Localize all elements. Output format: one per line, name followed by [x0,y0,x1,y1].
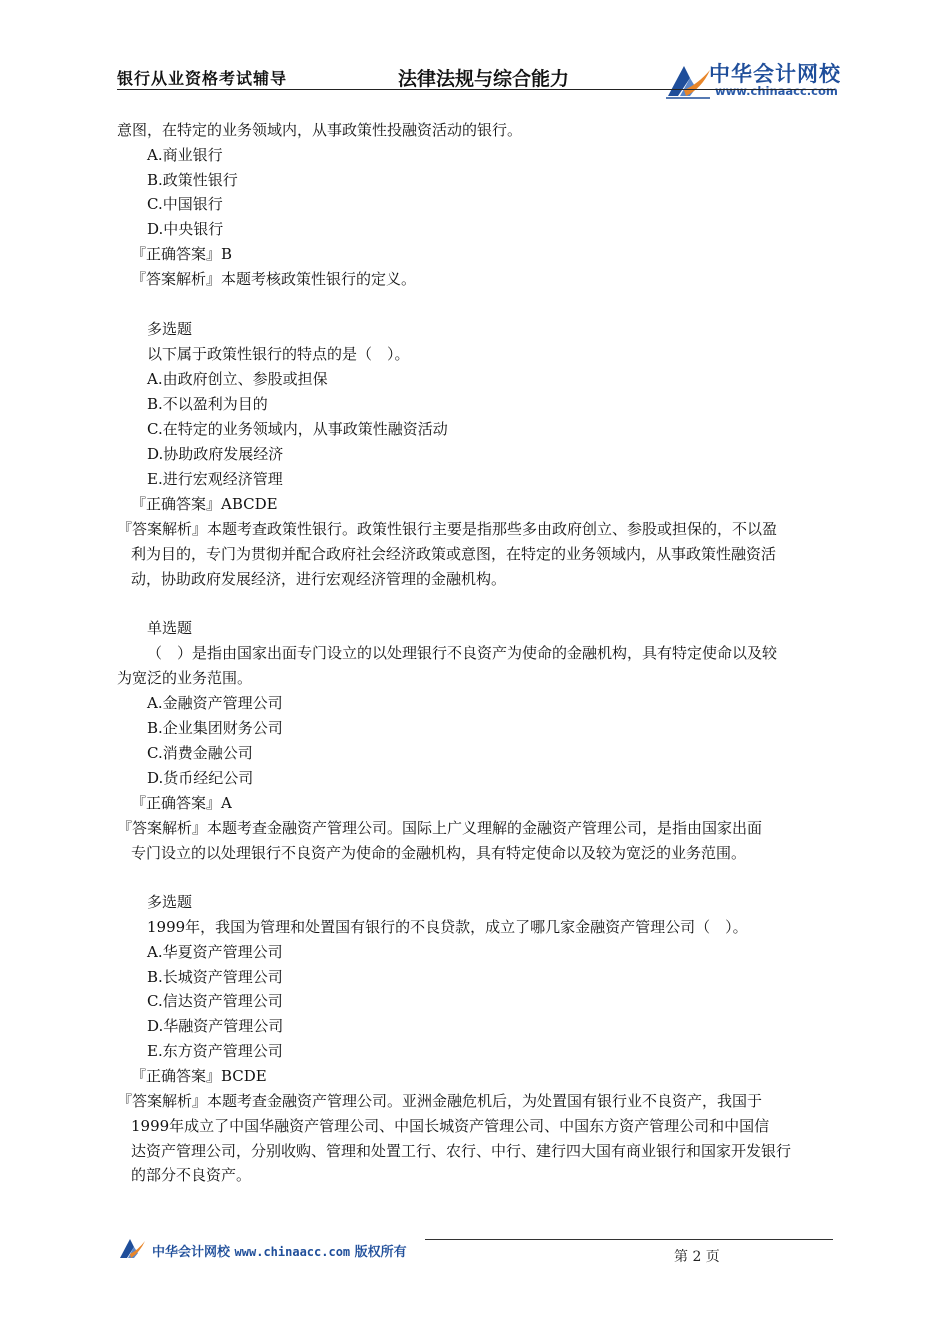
option-c: C.在特定的业务领域内，从事政策性融资活动 [147,420,448,438]
question-stem: （ ）是指由国家出面专门设立的以处理银行不良资产为使命的金融机构，具有特定使命以及较 [147,644,778,662]
option-e: E.进行宏观经济管理 [147,470,283,488]
correct-answer: 『正确答案』BCDE [131,1067,267,1085]
answer-explanation: 『答案解析』本题考查金融资产管理公司。亚洲金融危机后，为处置国有银行业不良资产，我国于 [117,1092,763,1110]
correct-answer: 『正确答案』A [131,794,232,812]
option-c: C.信达资产管理公司 [147,992,283,1010]
option-c: C.中国银行 [147,195,223,213]
answer-explanation-cont: 的部分不良资产。 [131,1166,252,1184]
option-d: D.货币经纪公司 [147,769,254,787]
brand-url: www.chinaacc.com [715,84,838,98]
footer-brand: 中华会计网校 [152,1245,231,1260]
answer-explanation-cont: 1999年成立了中国华融资产管理公司、中国长城资产管理公司、中国东方资产管理公司和中国信 [131,1117,770,1135]
brand-name: 中华会计网校 [709,62,841,86]
question-stem-cont: 为宽泛的业务范围。 [117,669,253,687]
correct-answer: 『正确答案』ABCDE [131,495,278,513]
footer-brand-mark-icon [118,1236,146,1260]
header-divider [117,89,835,90]
option-a: A.华夏资产管理公司 [147,943,283,961]
option-d: D.协助政府发展经济 [147,445,284,463]
option-b: B.政策性银行 [147,171,238,189]
question-type: 多选题 [147,893,193,911]
answer-explanation-cont: 利为目的，专门为贯彻并配合政府社会经济政策或意图，在特定的业务领域内，从事政策性融资活 [131,545,777,563]
brand-logo [660,56,840,100]
subject-title: 法律法规与综合能力 [398,68,570,90]
option-a: A.由政府创立、参股或担保 [147,370,328,388]
question-type: 多选题 [147,320,193,338]
option-d: D.中央银行 [147,220,224,238]
answer-explanation-cont: 专门设立的以处理银行不良资产为使命的金融机构，具有特定使命以及较为宽泛的业务范围。 [131,844,747,862]
option-c: C.消费金融公司 [147,744,253,762]
question-type: 单选题 [147,619,193,637]
option-b: B.不以盈利为目的 [147,395,268,413]
option-b: B.企业集团财务公司 [147,719,283,737]
answer-explanation-cont: 动，协助政府发展经济，进行宏观经济管理的金融机构。 [131,570,507,588]
footer-copyright [152,1241,407,1260]
footer-divider [425,1239,833,1240]
brand-mark-icon [664,60,712,100]
correct-answer: 『正确答案』B [131,245,233,263]
question-stem: 1999年，我国为管理和处置国有银行的不良贷款，成立了哪几家金融资产管理公司（ ）。 [147,918,748,936]
question-stem: 以下属于政策性银行的特点的是（ ）。 [147,345,410,363]
answer-explanation: 『答案解析』本题考核政策性银行的定义。 [131,270,417,288]
answer-explanation-cont: 达资产管理公司，分别收购、管理和处置工行、农行、中行、建行四大国有商业银行和国家开发银行 [131,1142,792,1160]
footer-rights: 版权所有 [354,1245,407,1260]
text-line: 意图，在特定的业务领域内，从事政策性投融资活动的银行。 [117,121,523,139]
option-e: E.东方资产管理公司 [147,1042,283,1060]
exam-series-title: 银行从业资格考试辅导 [117,69,288,88]
page-header [0,0,950,100]
answer-explanation: 『答案解析』本题考查政策性银行。政策性银行主要是指那些多由政府创立、参股或担保的，不以盈 [117,520,778,538]
footer-url: www.chinaacc.com [234,1245,351,1259]
option-a: A.商业银行 [147,146,223,164]
answer-explanation: 『答案解析』本题考查金融资产管理公司。国际上广义理解的金融资产管理公司，是指由国家出面 [117,819,763,837]
option-a: A.金融资产管理公司 [147,694,283,712]
option-b: B.长城资产管理公司 [147,968,283,986]
page-number: 第 2 页 [674,1249,720,1265]
option-d: D.华融资产管理公司 [147,1017,284,1035]
